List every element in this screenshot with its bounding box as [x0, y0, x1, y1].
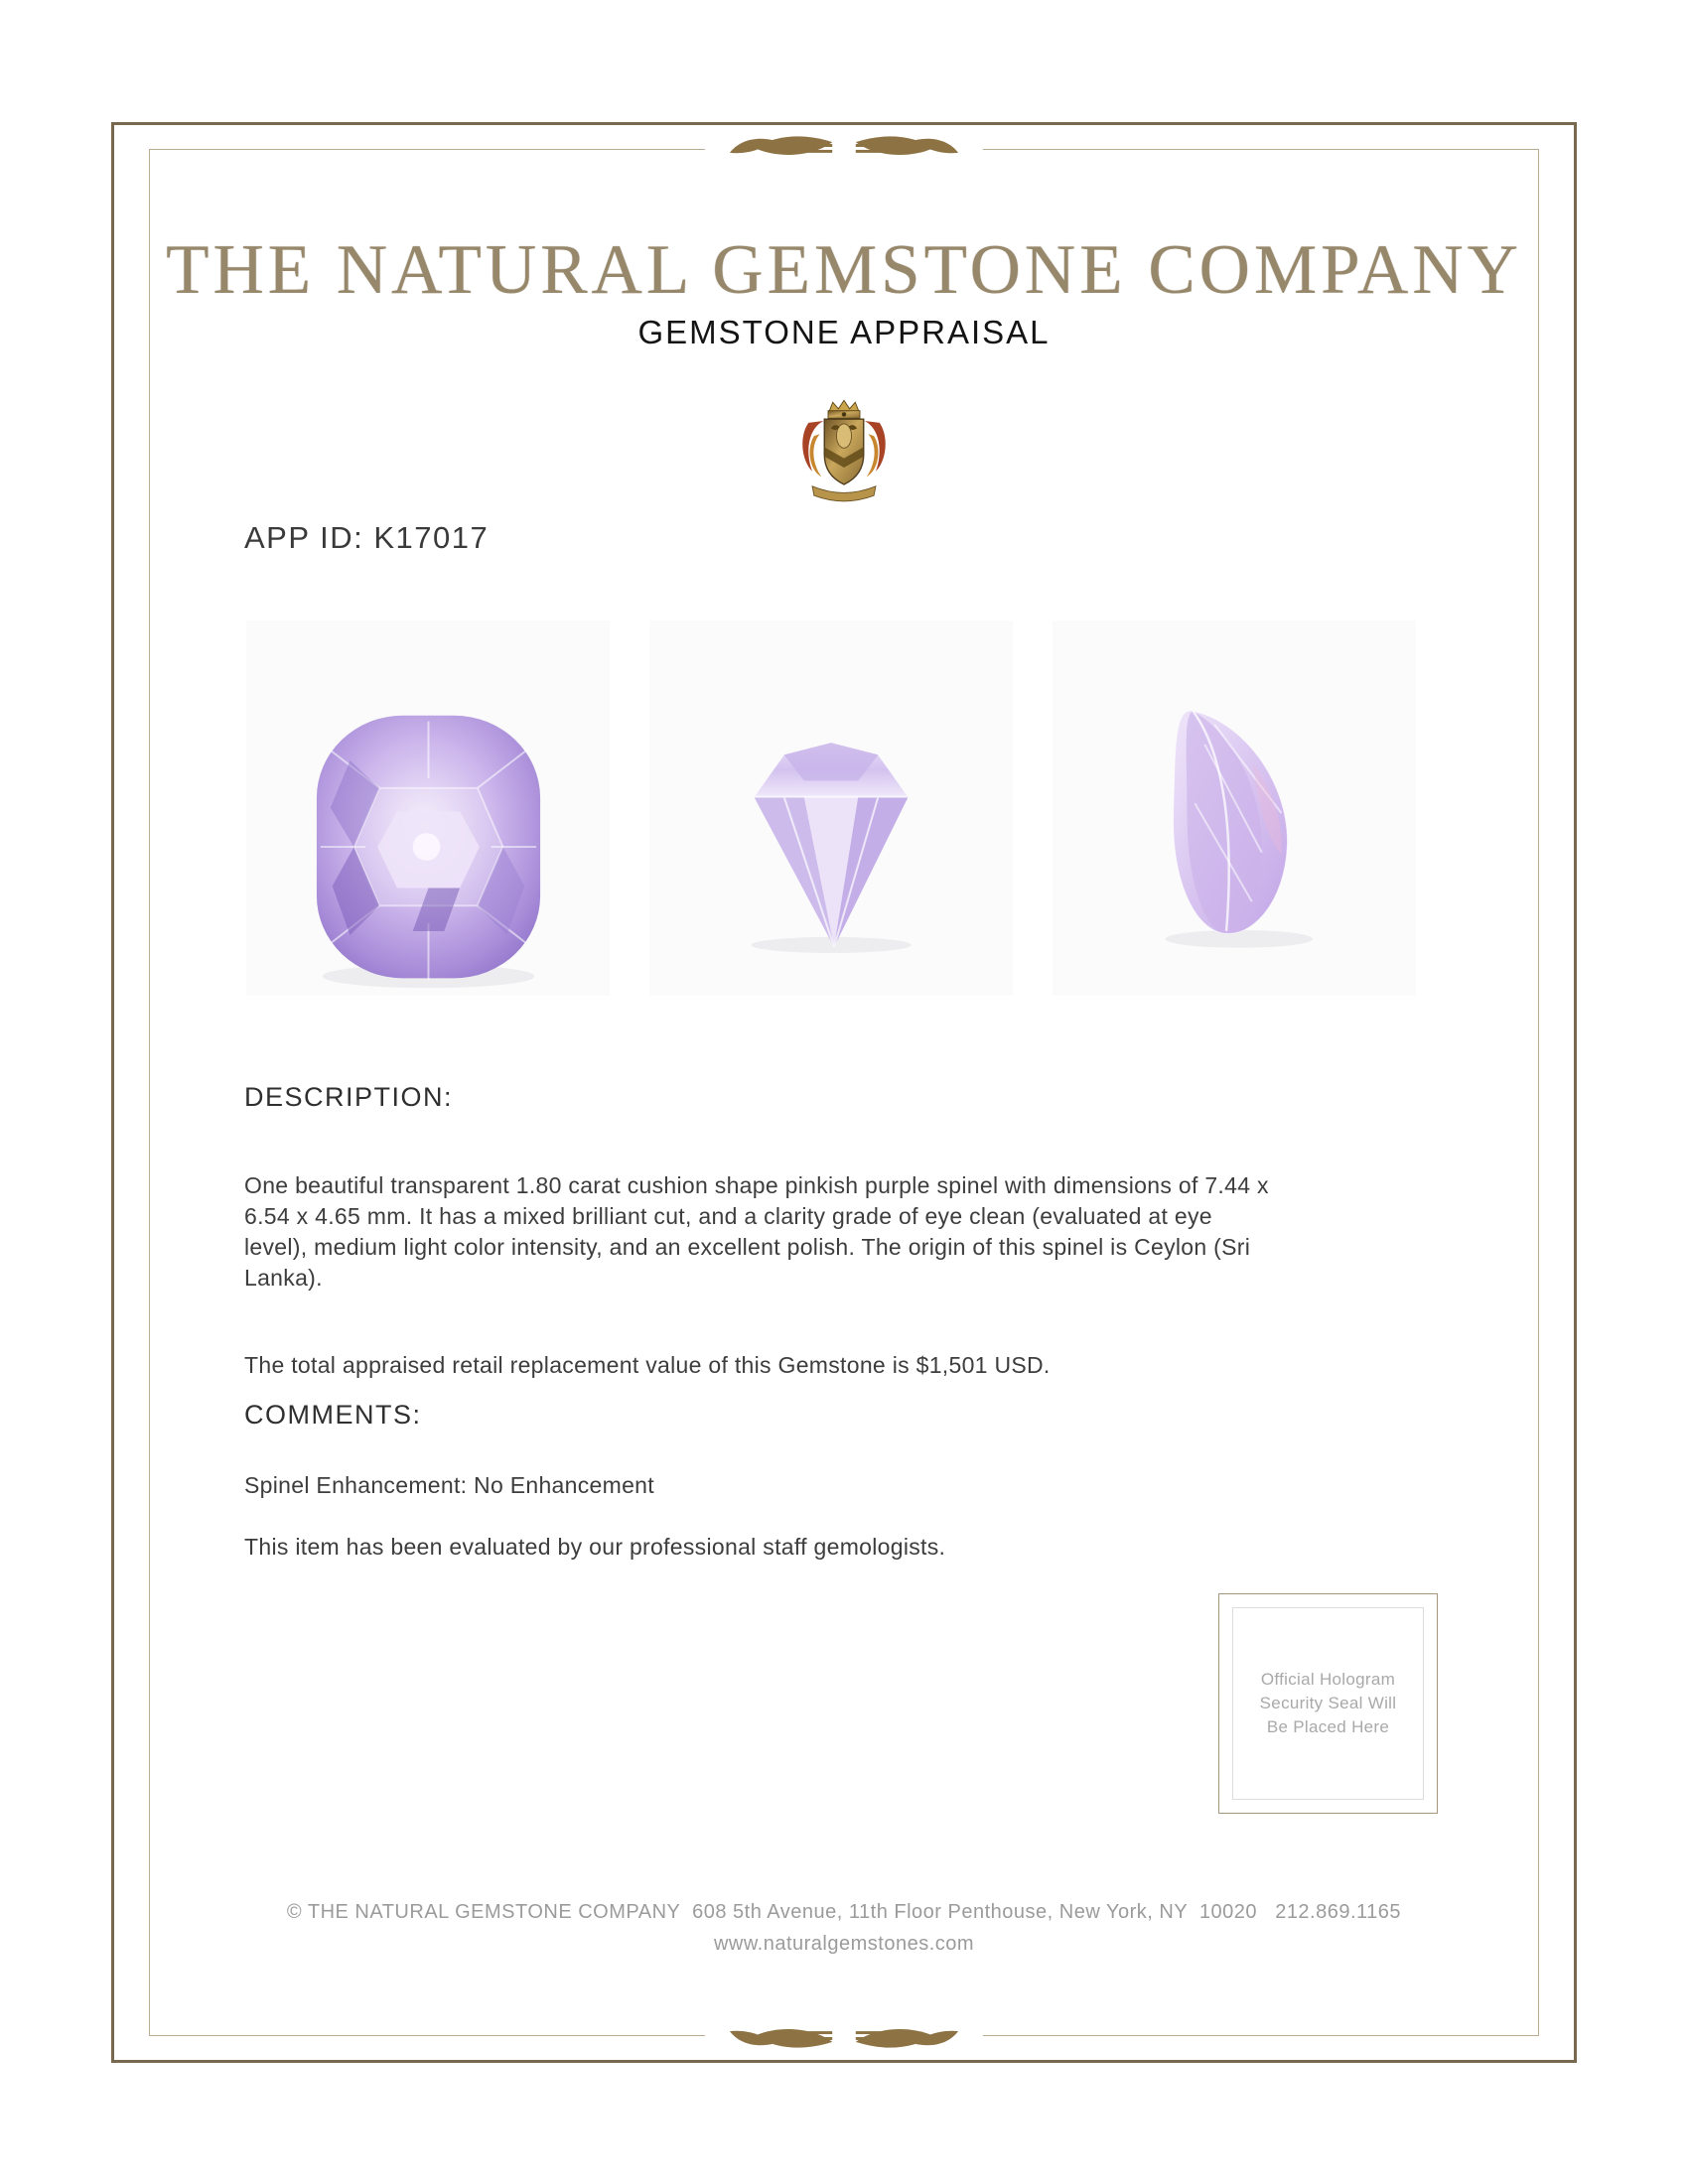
- gem-photo-tilted: [1053, 620, 1416, 996]
- gem-front-illustration: [311, 709, 546, 995]
- footer: [0, 1896, 1688, 1960]
- hologram-text-line: Security Seal Will: [1259, 1694, 1397, 1712]
- comments-section: [244, 1400, 1451, 1563]
- gem-side-illustration: [726, 725, 936, 955]
- description-section: [244, 1082, 1451, 1381]
- top-flourish-ornament: [705, 131, 983, 163]
- description-paragraph: [244, 1170, 1451, 1294]
- app-id: [244, 520, 489, 556]
- app-id-label: APP ID:: [244, 520, 364, 555]
- flourish-icon: [727, 131, 961, 163]
- gem-photo-front: [246, 620, 610, 996]
- comments-heading: COMMENTS:: [244, 1400, 422, 1430]
- hologram-inner-frame: [1232, 1607, 1424, 1800]
- footer-website: www.naturalgemstones.com: [713, 1933, 975, 1955]
- bottom-flourish-ornament: [705, 2021, 983, 2053]
- hologram-text-line: Be Placed Here: [1266, 1717, 1390, 1736]
- document-type-title: GEMSTONE APPRAISAL: [637, 314, 1051, 350]
- description-heading: DESCRIPTION:: [244, 1082, 454, 1112]
- flourish-icon: [727, 2021, 961, 2053]
- gem-photo-row: [246, 620, 1416, 996]
- description-line: 6.54 x 4.65 mm. It has a mixed brilliant cut, and a clarity grade of eye clean (evaluated at eye: [244, 1203, 1212, 1229]
- hologram-text-line: Official Hologram: [1260, 1670, 1396, 1689]
- description-line: Lanka).: [244, 1265, 323, 1291]
- company-title: THE NATURAL GEMSTONE COMPANY: [166, 231, 1522, 309]
- description-line: level), medium light color intensity, and an excellent polish. The origin of this spinel is Ceylon (Sri: [244, 1234, 1251, 1260]
- app-id-value: K17017: [373, 520, 490, 555]
- gem-tilted-illustration: [1136, 693, 1333, 953]
- hologram-seal-placeholder: [1218, 1593, 1438, 1814]
- appraised-value-line: The total appraised retail replacement value of this Gemstone is $1,501 USD.: [244, 1352, 1051, 1378]
- enhancement-line: Spinel Enhancement: No Enhancement: [244, 1472, 654, 1498]
- company-crest-icon: [797, 395, 891, 510]
- footer-address: © THE NATURAL GEMSTONE COMPANY 608 5th Avenue, 11th Floor Penthouse, New York, NY 10020 212.869.1165: [286, 1901, 1402, 1923]
- evaluation-line: This item has been evaluated by our professional staff gemologists.: [244, 1534, 946, 1560]
- description-line: One beautiful transparent 1.80 carat cushion shape pinkish purple spinel with dimensions of 7.44 x: [244, 1172, 1269, 1198]
- gem-photo-side: [649, 620, 1013, 996]
